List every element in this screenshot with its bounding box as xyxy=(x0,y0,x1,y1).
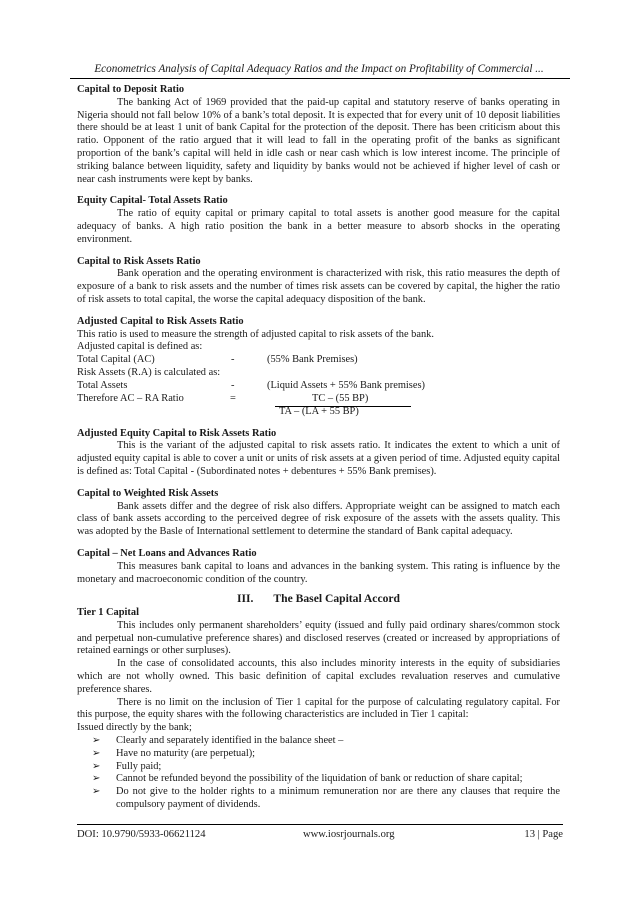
formula-expression: (55% Bank Premises) xyxy=(267,354,358,366)
section-title: The Basel Capital Accord xyxy=(273,592,400,606)
heading-tier-1: Tier 1 Capital xyxy=(77,607,139,619)
formula-operator: - xyxy=(231,379,235,391)
paragraph-tier-1-c: There is no limit on the inclusion of Tier 1 capital for the purpose of calculating regulatory capital. For this purpose, the equity shares with the following characteristics are included in Tier 1 capital: xyxy=(77,696,560,721)
heading-adjusted-capital: Adjusted Capital to Risk Assets Ratio xyxy=(77,315,244,327)
paragraph-net-loans: This measures bank capital to loans and advances in the banking system. This rating is influence by the monetary and macroeconomic condition of the country. xyxy=(77,560,560,585)
fraction-denominator: TA – (LA + 55 BP) xyxy=(279,405,359,417)
formula-label: Therefore AC – RA Ratio xyxy=(77,392,184,404)
list-item: ➢ Clearly and separately identified in the balance sheet – xyxy=(92,735,344,747)
formula-label: Total Capital (AC) xyxy=(77,354,155,366)
footer-website: www.iosrjournals.org xyxy=(303,829,395,840)
header-rule xyxy=(70,78,570,79)
heading-equity-total-assets: Equity Capital- Total Assets Ratio xyxy=(77,195,228,207)
paragraph-adjusted-equity: This is the variant of the adjusted capital to risk assets ratio. It indicates the extent to which a unit of adjusted equity capital is able to cover a unit or units of risk assets at a given period of time. Adjusted equity capital is defined as: Total Capital - (Subordinated notes + debentures + 55% Bank premises). xyxy=(77,440,560,477)
risk-assets-line: Risk Assets (R.A) is calculated as: xyxy=(77,366,221,378)
issued-line: Issued directly by the bank; xyxy=(77,722,192,734)
formula-ratio xyxy=(77,393,560,419)
tier-1-bullet-list xyxy=(77,735,560,812)
heading-weighted-risk-assets: Capital to Weighted Risk Assets xyxy=(77,487,219,499)
footer-page-number: 13 | Page xyxy=(524,829,563,840)
list-item: ➢ Cannot be refunded beyond the possibility of the liquidation of bank or reduction of share capital; xyxy=(92,773,523,785)
formula-label: Total Assets xyxy=(77,379,128,391)
heading-net-loans: Capital – Net Loans and Advances Ratio xyxy=(77,547,257,559)
formula-operator: = xyxy=(230,392,236,404)
fraction-numerator: TC – (55 BP) xyxy=(312,392,369,404)
list-item: ➢ Have no maturity (are perpetual); xyxy=(92,747,256,759)
heading-capital-to-deposit: Capital to Deposit Ratio xyxy=(77,84,185,95)
body-text xyxy=(77,84,560,812)
paragraph-equity-total-assets: The ratio of equity capital or primary capital to total assets is another good measure for the capital adequacy of banks. A high ratio position the bank in a better measure to absorb shocks in the operating environment. xyxy=(77,208,560,245)
arrow-bullet-icon: ➢ xyxy=(92,735,101,747)
heading-adjusted-equity: Adjusted Equity Capital to Risk Assets Ratio xyxy=(77,427,277,439)
paragraph-tier-1-b: In the case of consolidated accounts, this also includes minority interests in the equity of subsidiaries which are not wholly owned. This basic definition of capital excludes revaluation reserves and cumulative preference shares. xyxy=(77,658,560,695)
paragraph-capital-to-deposit: The banking Act of 1969 provided that the paid-up capital and statutory reserve of banks operating in Nigeria should not fall below 10% of a bank’s total deposit. It is expected that for every unit of 10 deposit liabilities there should be at least 1 unit of bank Capital for the protection of the deposit. There has been criticism about this ratio. Opponent of the ratio argued that it will lead to fall in the operating profit of the banks as significant proportion of the bank’s capital will held in idle cash or near cash which is low interest income. The principle of striking balance between liquidity, safety and liquidity by banks would not be achieved if higher level of cash or near cash instruments were kept by banks. xyxy=(77,96,560,185)
arrow-bullet-icon: ➢ xyxy=(92,747,101,759)
section-number: III. xyxy=(236,592,254,606)
arrow-bullet-icon: ➢ xyxy=(92,760,101,772)
paragraph-weighted-risk-assets: Bank assets differ and the degree of risk also differs. Appropriate weight can be assigned to match each class of bank assets according to the perceived degree of risk exposure of the assets with the assets quality. This was adopted by the Basle of International settlement to determine the standard of Bank capital adequacy. xyxy=(77,500,560,538)
adjusted-line-1: This ratio is used to measure the strength of adjusted capital to risk assets of the bank. xyxy=(77,328,434,340)
running-head: Econometrics Analysis of Capital Adequacy Ratios and the Impact on Profitability of Commercial ... xyxy=(94,63,544,75)
footer-doi: DOI: 10.9790/5933-06621124 xyxy=(77,829,206,840)
section-heading xyxy=(77,593,560,606)
list-item: ➢ Fully paid; xyxy=(92,760,162,772)
arrow-bullet-icon: ➢ xyxy=(92,773,101,785)
footer-rule xyxy=(77,824,563,825)
formula-total-capital xyxy=(77,354,560,367)
paragraph-tier-1-a: This includes only permanent shareholders’ equity (issued and fully paid ordinary shares/common stock and perpetual non-cumulative preference shares) and disclosed reserves (created or increased by appropriations of retained earnings or other surpluses). xyxy=(77,619,560,657)
heading-capital-to-risk-assets: Capital to Risk Assets Ratio xyxy=(77,255,201,267)
formula-operator: - xyxy=(231,354,235,366)
arrow-bullet-icon: ➢ xyxy=(92,786,101,798)
formula-total-assets xyxy=(77,380,560,393)
adjusted-line-2: Adjusted capital is defined as: xyxy=(77,341,203,353)
formula-expression: (Liquid Assets + 55% Bank premises) xyxy=(267,379,425,391)
paragraph-capital-to-risk-assets: Bank operation and the operating environment is characterized with risk, this ratio measures the depth of exposure of a bank to risk assets and the number of times risk assets can be covered by capital, the higher the ratio of risk assets to total capital, the worse the capital adequacy disposition of the bank. xyxy=(77,268,560,305)
list-item: ➢ Do not give to the holder rights to a minimum remuneration nor are there any clauses that require the compulsory payment of dividends. xyxy=(92,786,560,811)
